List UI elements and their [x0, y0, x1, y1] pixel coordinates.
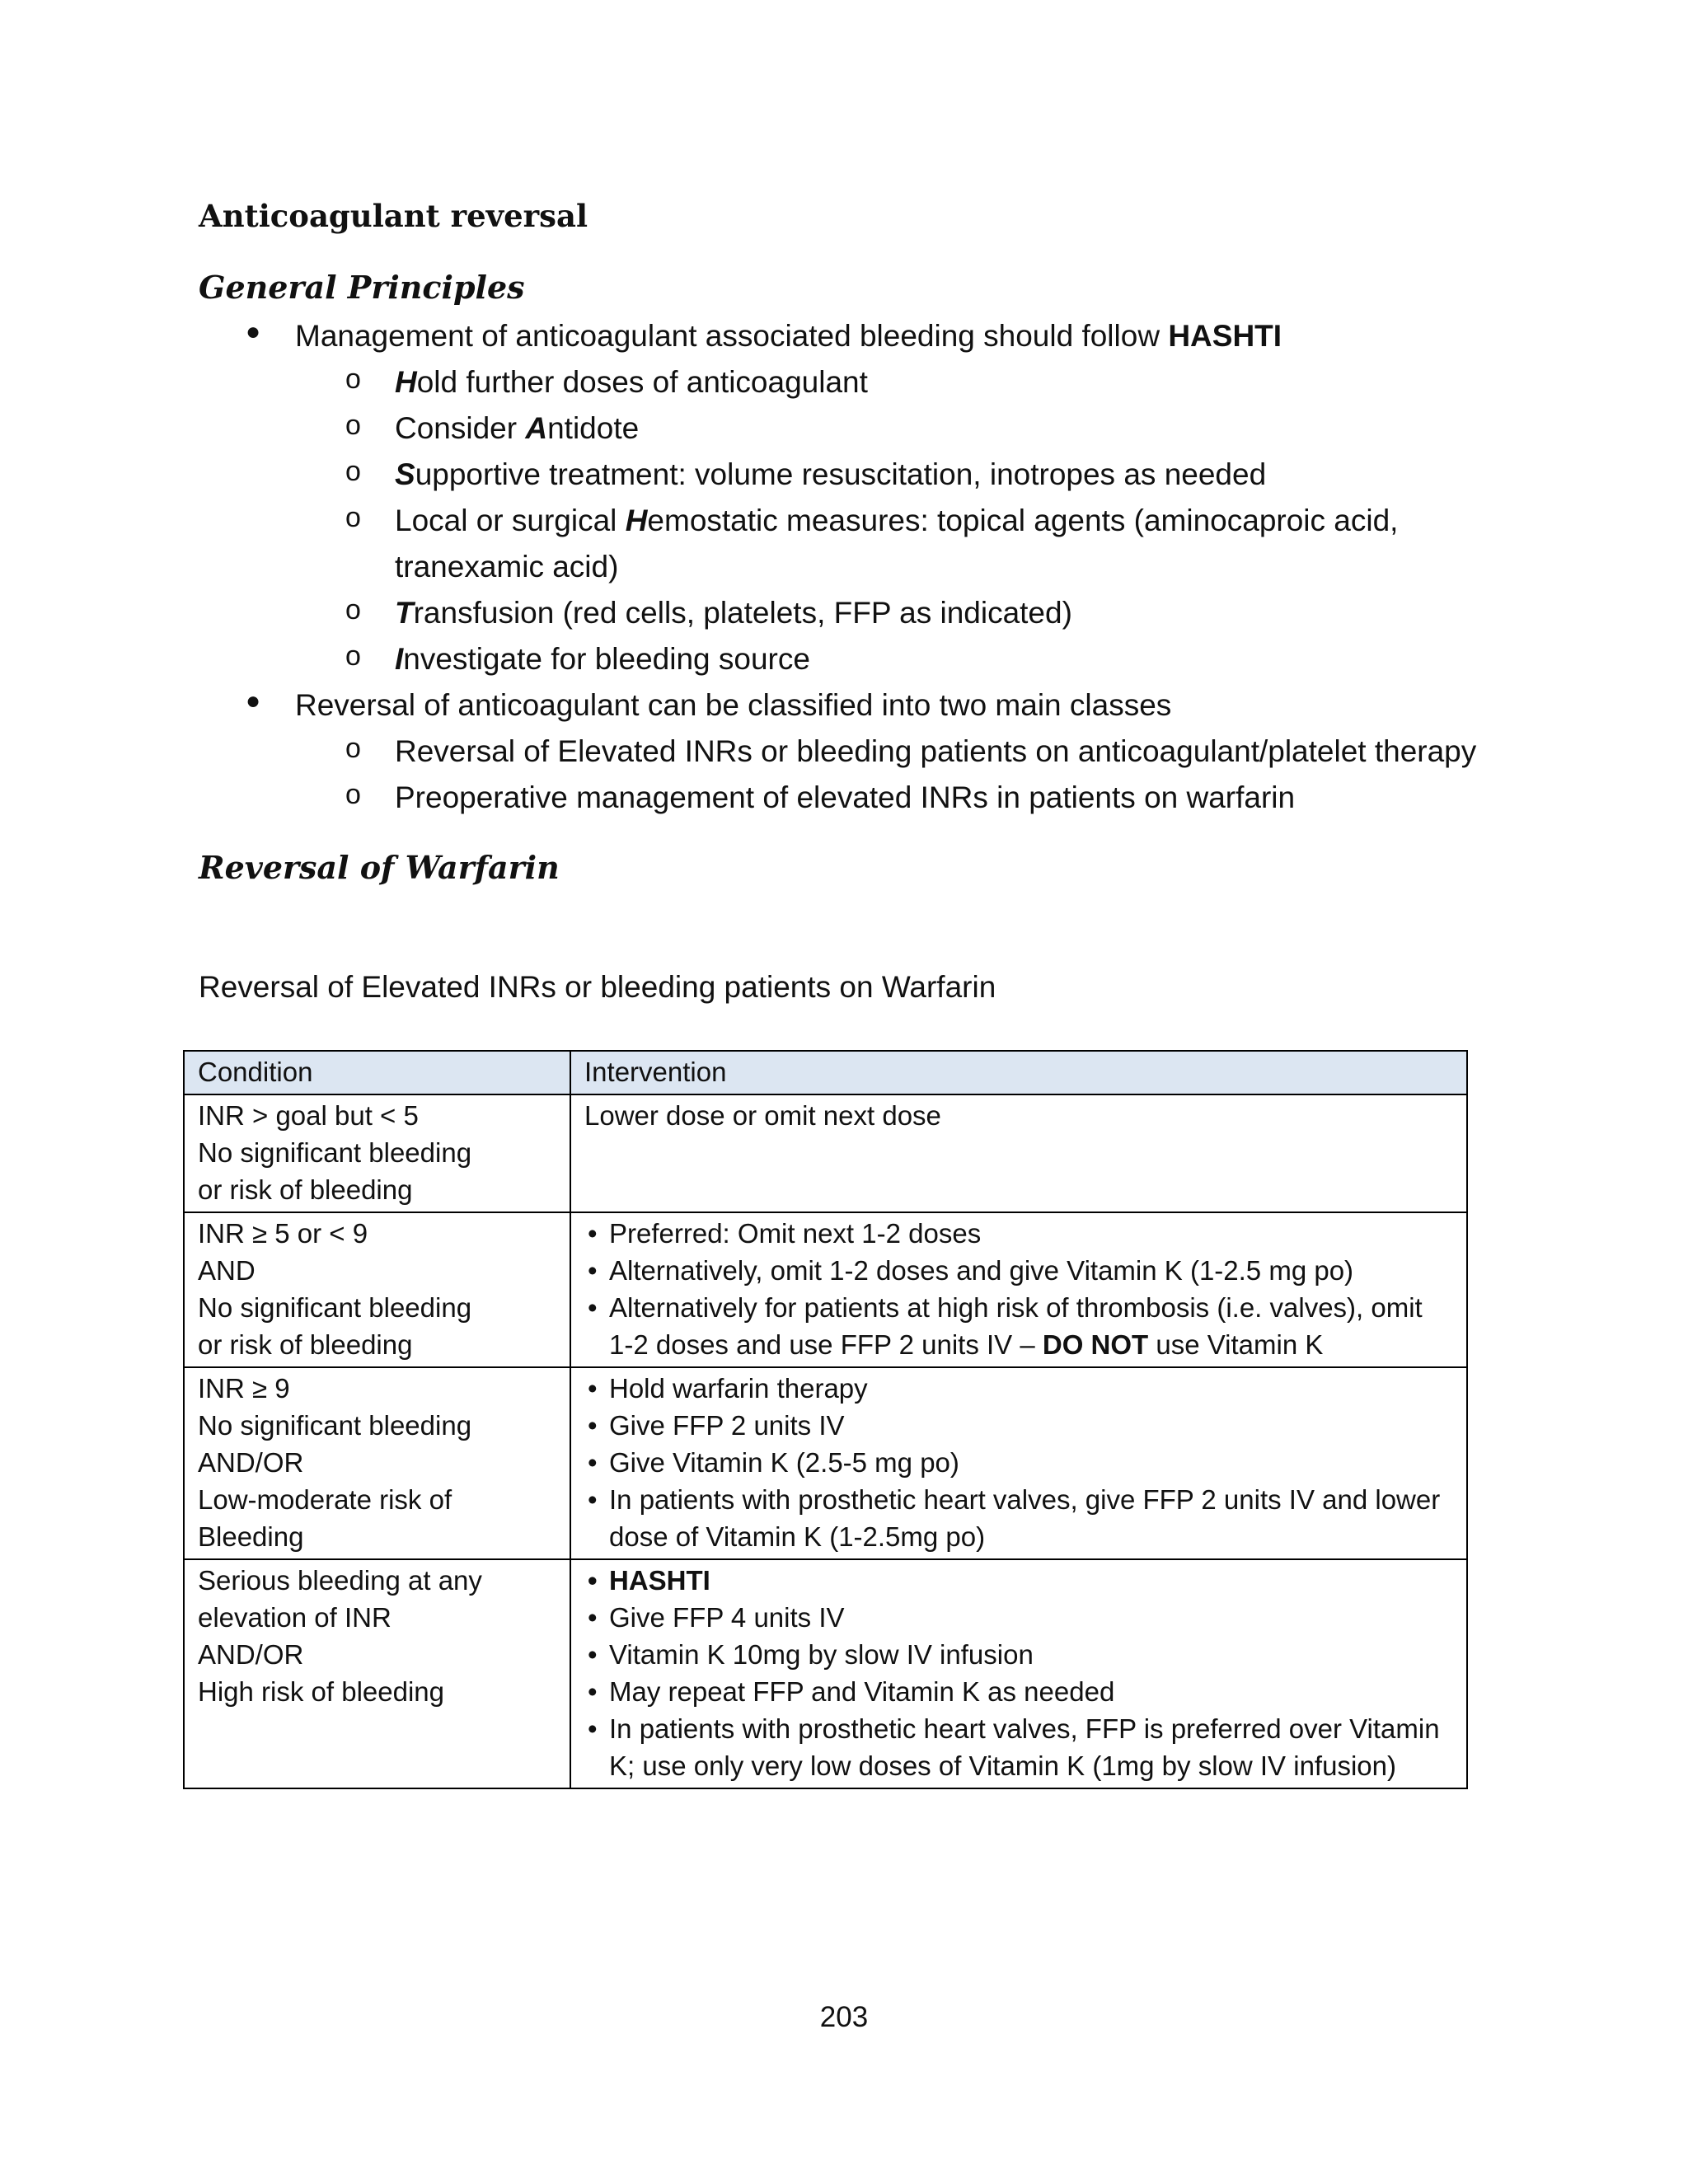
intervention-item: • In patients with prosthetic heart valves, give FFP 2 units IV and lower dose of Vitamin K (1-2.5mg po)	[584, 1481, 1453, 1555]
circle-marker: o	[345, 594, 361, 626]
reversal-class-2: Preoperative management of elevated INRs in patients on warfarin	[395, 780, 1296, 814]
intervention-cell	[570, 1559, 1467, 1788]
intervention-item: • Hold warfarin therapy	[584, 1370, 1453, 1407]
hashti-item-transfusion: Transfusion (red cells, platelets, FFP as indicated)	[395, 596, 1072, 630]
intervention-cell	[570, 1367, 1467, 1559]
condition-cell	[184, 1367, 570, 1559]
intervention-item: • Vitamin K 10mg by slow IV infusion	[584, 1636, 1453, 1673]
table-row	[184, 1559, 1467, 1788]
condition-cell	[184, 1212, 570, 1367]
condition-line: Low-moderate risk of	[198, 1484, 452, 1515]
reversal-classes-intro: Reversal of anticoagulant can be classified into two main classes	[295, 688, 1172, 722]
condition-line: elevation of INR	[198, 1602, 392, 1633]
condition-line: No significant bleeding	[198, 1292, 472, 1323]
condition-cell	[184, 1559, 570, 1788]
hashti-item-hemostatic-cont: tranexamic acid)	[395, 550, 619, 583]
condition-cell	[184, 1094, 570, 1212]
intervention-item: • Alternatively, omit 1-2 doses and give Vitamin K (1-2.5 mg po)	[584, 1252, 1453, 1289]
condition-line: AND/OR	[198, 1447, 304, 1478]
condition-line: No significant bleeding	[198, 1137, 472, 1168]
hashti-intro: Management of anticoagulant associated bleeding should follow HASHTI	[295, 319, 1282, 353]
condition-line: or risk of bleeding	[198, 1329, 413, 1360]
header-condition: Condition	[184, 1051, 570, 1094]
condition-line: or risk of bleeding	[198, 1174, 413, 1205]
warfarin-reversal-table	[183, 1050, 1468, 1789]
bullet-marker: ●	[246, 318, 261, 345]
reversal-class-1: Reversal of Elevated INRs or bleeding patients on anticoagulant/platelet therapy	[395, 734, 1477, 768]
intervention-item: • Give FFP 4 units IV	[584, 1599, 1453, 1636]
condition-line: Serious bleeding at any	[198, 1565, 482, 1596]
intervention-line: Lower dose or omit next dose	[584, 1100, 941, 1131]
condition-line: INR ≥ 5 or < 9	[198, 1218, 368, 1249]
circle-marker: o	[345, 456, 361, 487]
circle-marker: o	[345, 733, 361, 764]
reversal-warfarin-heading: Reversal of Warfarin	[199, 849, 560, 886]
intervention-item: • In patients with prosthetic heart valves, FFP is preferred over Vitamin K; use only very low doses of Vitamin K (1mg by slow IV infusion)	[584, 1710, 1453, 1784]
condition-line: INR ≥ 9	[198, 1373, 290, 1404]
circle-marker: o	[345, 502, 361, 533]
page-number: 203	[819, 2001, 869, 2033]
table-header-row	[184, 1051, 1467, 1094]
circle-marker: o	[345, 640, 361, 672]
condition-line: Bleeding	[198, 1521, 304, 1552]
hashti-item-hold: Hold further doses of anticoagulant	[395, 365, 868, 399]
condition-line: INR > goal but < 5	[198, 1100, 419, 1131]
circle-marker: o	[345, 363, 361, 395]
header-intervention: Intervention	[570, 1051, 1467, 1094]
condition-line: High risk of bleeding	[198, 1676, 444, 1707]
table-row	[184, 1367, 1467, 1559]
intervention-item: • Preferred: Omit next 1-2 doses	[584, 1215, 1453, 1252]
condition-line: AND/OR	[198, 1639, 304, 1670]
intervention-item: • Give FFP 2 units IV	[584, 1407, 1453, 1444]
table-row	[184, 1094, 1467, 1212]
condition-line: AND	[198, 1255, 256, 1286]
circle-marker: o	[345, 410, 361, 441]
hashti-item-supportive: Supportive treatment: volume resuscitation, inotropes as needed	[395, 457, 1267, 491]
intervention-cell	[570, 1212, 1467, 1367]
general-principles-heading: General Principles	[199, 269, 525, 306]
hashti-item-hemostatic: Local or surgical Hemostatic measures: topical agents (aminocaproic acid,	[395, 504, 1399, 537]
intervention-item: • May repeat FFP and Vitamin K as needed	[584, 1673, 1453, 1710]
table-caption: Reversal of Elevated INRs or bleeding patients on Warfarin	[199, 970, 996, 1004]
intervention-item: • Alternatively for patients at high risk of thrombosis (i.e. valves), omit 1-2 doses and use FFP 2 units IV – DO NOT use Vitamin K	[584, 1289, 1453, 1363]
intervention-item: • HASHTI	[584, 1562, 1453, 1599]
intervention-item: • Give Vitamin K (2.5-5 mg po)	[584, 1444, 1453, 1481]
hashti-item-antidote: Consider Antidote	[395, 411, 640, 445]
condition-line: No significant bleeding	[198, 1410, 472, 1441]
bullet-marker: ●	[246, 687, 261, 715]
intervention-cell	[570, 1094, 1467, 1212]
circle-marker: o	[345, 779, 361, 810]
table-row	[184, 1212, 1467, 1367]
hashti-item-investigate: Investigate for bleeding source	[395, 642, 810, 676]
page-title: Anticoagulant reversal	[199, 198, 588, 234]
